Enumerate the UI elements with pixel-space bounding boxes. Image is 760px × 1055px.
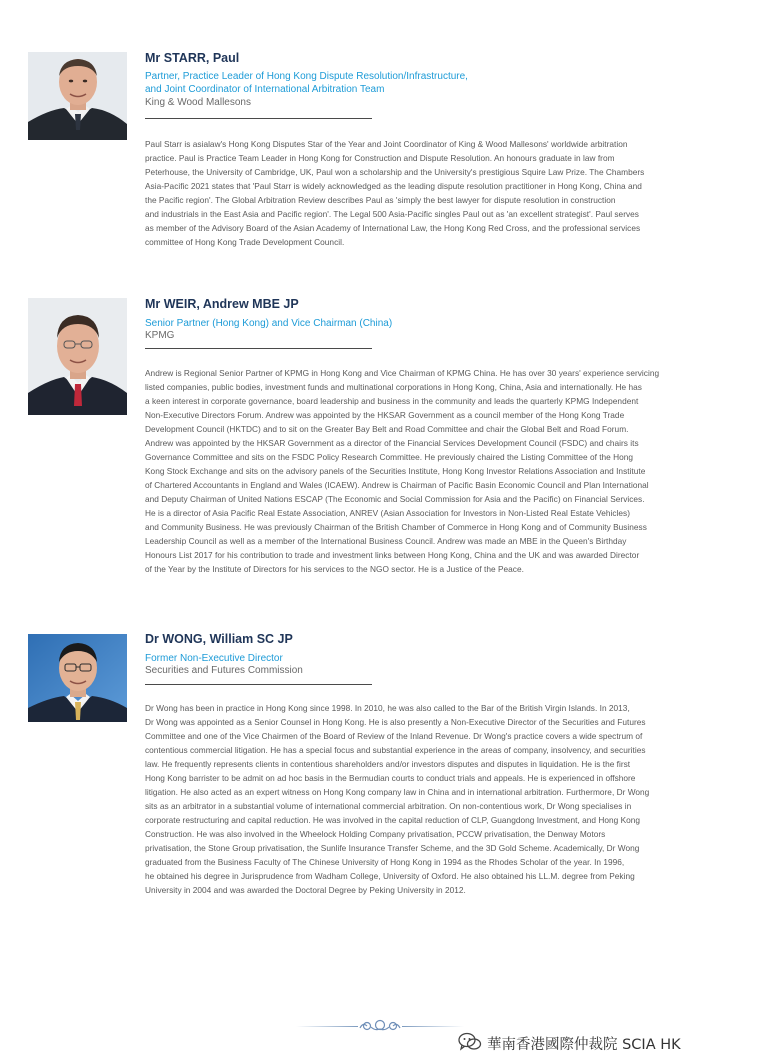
bio-line: practice. Paul is Practice Team Leader in Hong Kong for Construction and Dispute Resolution. An honours graduate in law from	[145, 153, 615, 163]
bio-line: Governance Committee and sits on the FSDC Policy Research Committee. He previously chaired the Listing Committee of the Hong	[145, 452, 634, 462]
footer-divider-right	[402, 1026, 464, 1027]
profile-name: Mr WEIR, Andrew MBE JP	[145, 297, 299, 311]
bio-line: Kong Stock Exchange and sits on the advisory panels of the Securities Institute, Hong Kong Investor Relations Association and Institute	[145, 466, 646, 476]
bio-line: and Community Business. He was previously Chairman of the British Chamber of Commerce in Hong Kong and of Community Business	[145, 522, 647, 532]
portrait-image	[28, 634, 127, 722]
bio-line: litigation. He also acted as an expert witness on Hong Kong company law in China and in international arbitration. Furthermore, Dr Wong	[145, 787, 650, 797]
profile-role-line-2: and Joint Coordinator of International Arbitration Team	[145, 84, 385, 95]
bio-line: committee of Hong Kong Trade Development Council.	[145, 237, 345, 247]
profile-organisation: Securities and Futures Commission	[145, 665, 303, 676]
footer-divider-left	[296, 1026, 358, 1027]
bio-line: privatisation, the Stone Group privatisation, the Sunlife Insurance Transfer Scheme, and the 3D Gold Scheme. Academically, Dr Wong	[145, 843, 640, 853]
bio-line: Andrew was appointed by the HKSAR Government as a director of the Financial Services Development Council (FSDC) and chairs its	[145, 438, 639, 448]
bio-line: Dr Wong was appointed as a Senior Counsel in Hong Kong. He is also presently a Non-Executive Director of the Securities and Futures	[145, 717, 646, 727]
bio-line: as member of the Advisory Board of the Asian Academy of International Law, the Hong Kong Red Cross, and the professional services	[145, 223, 641, 233]
bio-line: law. He frequently represents clients in contentious shareholders and/or investors disputes and disputes in liquidation. He is the first	[145, 759, 631, 769]
profile-organisation: King & Wood Mallesons	[145, 97, 251, 108]
bio-line: University in 2004 and was awarded the Doctoral Degree by Peking University in 2012.	[145, 885, 466, 895]
bio-line: Non-Executive Directors Forum. Andrew was appointed by the HKSAR Government as a council member of the Hong Kong Trade	[145, 410, 625, 420]
divider-rule	[145, 684, 372, 685]
profile-organisation: KPMG	[145, 330, 175, 341]
bio-line: Dr Wong has been in practice in Hong Kong since 1998. In 2010, he was also called to the Bar of the British Virgin Islands. In 2013,	[145, 703, 630, 713]
bio-line: a keen interest in corporate governance, board leadership and business in the community and leads the quarterly KPMG Independent	[145, 396, 639, 406]
bio-line: graduated from the Business Faculty of The Chinese University of Hong Kong in 1994 as the Rhodes Scholar of the year. In 1996,	[145, 857, 625, 867]
wechat-account-label: 華南香港國際仲裁院 SCIA HK	[487, 1037, 681, 1053]
bio-line: Asia-Pacific 2021 states that 'Paul Starr is widely acknowledged as the leading dispute resolution practitioner in Hong Kong, China and	[145, 181, 642, 191]
bio-line: and industrials in the East Asia and Pacific region'. The Legal 500 Asia-Pacific singles Paul out as 'an excellent strategist'. Paul serves	[145, 209, 639, 219]
bio-line: Committee and one of the Vice Chairmen of the Board of Review of the Inland Revenue. Dr Wong's practice covers a wide spectrum of	[145, 731, 643, 741]
bio-line: and Deputy Chairman of United Nations ESCAP (The Economic and Social Commission for Asia and the Pacific) on Financial Services.	[145, 494, 645, 504]
bio-line: Construction. He was also involved in the Wheelock Holding Company privatisation, PCCW privatisation, the Denway Motors	[145, 829, 606, 839]
bio-line: he obtained his degree in Jurisprudence from Wadham College, University of Oxford. He also obtained his LL.M. degree from Peking	[145, 871, 635, 881]
bio-line: listed companies, public bodies, investment funds and multinational corporations in Hong Kong, China, Asia and internationally. He has	[145, 382, 642, 392]
profile-name: Mr STARR, Paul	[145, 51, 240, 65]
bio-line: corporate restructuring and capital reduction. He was involved in the capital reduction of CLP, Guangdong Investment, and Hong Kong	[145, 815, 641, 825]
wechat-icon	[458, 1032, 482, 1052]
scroll-ornament-icon	[358, 1018, 402, 1034]
bio-line: contentious commercial litigation. He has a special focus and substantial experience in the areas of company, insolvency, and securities	[145, 745, 646, 755]
bio-line: Andrew is Regional Senior Partner of KPMG in Hong Kong and Vice Chairman of KPMG China. He has over 30 years' experience servicing	[145, 368, 660, 378]
bio-line: the Pacific region'. The Global Arbitration Review describes Paul as 'simply the best lawyer for dispute resolution in construction	[145, 195, 616, 205]
bio-line: Leadership Council as well as a member of the International Business Council. Andrew was made an MBE in the Queen's Birthday	[145, 536, 627, 546]
bio-line: Development Council (HKTDC) and to sit on the Greater Bay Belt and Road Committee and chair the Global Belt and Road Forum.	[145, 424, 629, 434]
profile-role-line-1: Partner, Practice Leader of Hong Kong Dispute Resolution/Infrastructure,	[145, 71, 468, 82]
profile-bio	[145, 701, 733, 897]
profile-name: Dr WONG, William SC JP	[145, 632, 293, 646]
bio-line: sits as an arbitrator in a substantial volume of international commercial arbitration. On non-contentious work, Dr Wong specialises in	[145, 801, 632, 811]
bio-line: Hong Kong barrister to be admit on ad hoc basis in the Bermudian courts to conduct trials and appeals. He is experienced in offshore	[145, 773, 636, 783]
portrait-photo	[28, 634, 127, 722]
bio-line: Paul Starr is asialaw's Hong Kong Disputes Star of the Year and Joint Coordinator of King & Wood Mallesons' worldwide arbitration	[145, 139, 628, 149]
profile-role-line-1: Former Non-Executive Director	[145, 653, 283, 664]
bio-line: of Chartered Accountants in England and Wales (ICAEW). Andrew is Chairman of Pacific Basin Economic Council and Plan International	[145, 480, 649, 490]
profile-role-line-1: Senior Partner (Hong Kong) and Vice Chairman (China)	[145, 318, 393, 329]
bio-line: of the Year by the Institute of Directors for his services to the NGO sector. He is a Justice of the Peace.	[145, 564, 524, 574]
bio-line: Honours List 2017 for his contribution to trade and investment links between Hong Kong, China and the UK and was awarded Director	[145, 550, 640, 560]
bio-line: Peterhouse, the University of Cambridge, UK, Paul won a scholarship and the University's prestigious Squire Law Prize. The Chambers	[145, 167, 645, 177]
bio-line: He is a director of Asia Pacific Real Estate Association, ANREV (Asian Association for Investors in Non-Listed Real Estate Vehicles)	[145, 508, 631, 518]
